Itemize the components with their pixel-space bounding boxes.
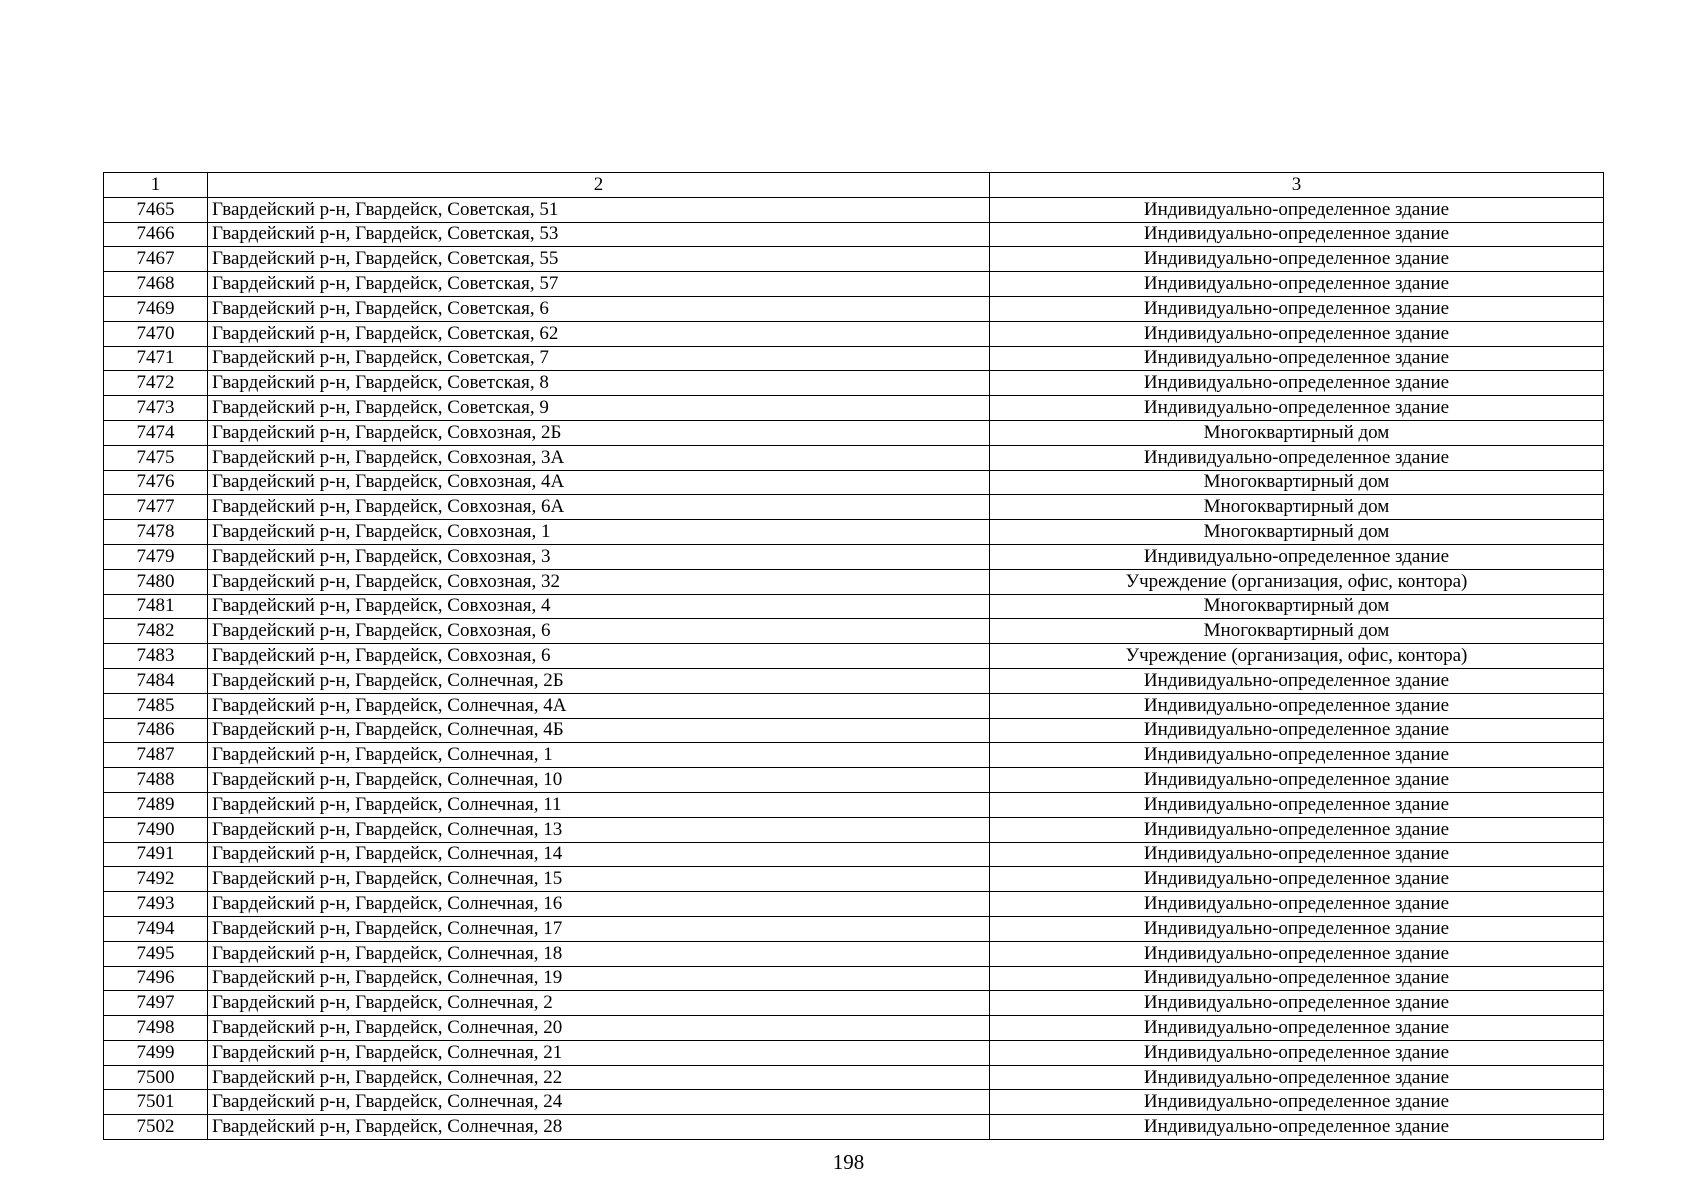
address-cell: Гвардейский р-н, Гвардейск, Советская, 8 — [208, 371, 990, 396]
table-header-row — [104, 173, 1604, 198]
table-row — [104, 569, 1604, 594]
row-number-cell: 7485 — [104, 693, 208, 718]
row-number-cell: 7472 — [104, 371, 208, 396]
row-number-cell: 7476 — [104, 470, 208, 495]
object-type-cell: Индивидуально-определенное здание — [990, 346, 1604, 371]
object-type-cell: Индивидуально-определенное здание — [990, 197, 1604, 222]
address-cell: Гвардейский р-н, Гвардейск, Солнечная, 1 — [208, 743, 990, 768]
column-header-2: 2 — [208, 173, 990, 198]
object-type-cell: Индивидуально-определенное здание — [990, 892, 1604, 917]
row-number-cell: 7494 — [104, 916, 208, 941]
address-cell: Гвардейский р-н, Гвардейск, Солнечная, 11 — [208, 792, 990, 817]
row-number-cell: 7478 — [104, 520, 208, 545]
address-cell: Гвардейский р-н, Гвардейск, Совхозная, 2Б — [208, 420, 990, 445]
document-table — [103, 172, 1604, 1140]
row-number-cell: 7479 — [104, 544, 208, 569]
address-cell: Гвардейский р-н, Гвардейск, Солнечная, 14 — [208, 842, 990, 867]
row-number-cell: 7502 — [104, 1115, 208, 1140]
row-number-cell: 7492 — [104, 867, 208, 892]
table-row — [104, 817, 1604, 842]
table-row — [104, 520, 1604, 545]
address-cell: Гвардейский р-н, Гвардейск, Солнечная, 4А — [208, 693, 990, 718]
object-type-cell: Многоквартирный дом — [990, 495, 1604, 520]
row-number-cell: 7466 — [104, 222, 208, 247]
row-number-cell: 7474 — [104, 420, 208, 445]
object-type-cell: Учреждение (организация, офис, контора) — [990, 644, 1604, 669]
address-cell: Гвардейский р-н, Гвардейск, Совхозная, 3А — [208, 445, 990, 470]
table-row — [104, 222, 1604, 247]
table-row — [104, 247, 1604, 272]
table-row — [104, 842, 1604, 867]
row-number-cell: 7499 — [104, 1040, 208, 1065]
object-type-cell: Индивидуально-определенное здание — [990, 693, 1604, 718]
row-number-cell: 7471 — [104, 346, 208, 371]
address-cell: Гвардейский р-н, Гвардейск, Советская, 55 — [208, 247, 990, 272]
row-number-cell: 7469 — [104, 296, 208, 321]
address-cell: Гвардейский р-н, Гвардейск, Солнечная, 21 — [208, 1040, 990, 1065]
object-type-cell: Индивидуально-определенное здание — [990, 817, 1604, 842]
table-row — [104, 470, 1604, 495]
object-type-cell: Многоквартирный дом — [990, 594, 1604, 619]
row-number-cell: 7493 — [104, 892, 208, 917]
address-cell: Гвардейский р-н, Гвардейск, Солнечная, 24 — [208, 1090, 990, 1115]
table-body — [104, 197, 1604, 1139]
table-row — [104, 693, 1604, 718]
column-header-1: 1 — [104, 173, 208, 198]
object-type-cell: Индивидуально-определенное здание — [990, 792, 1604, 817]
table-row — [104, 495, 1604, 520]
address-cell: Гвардейский р-н, Гвардейск, Советская, 6 — [208, 296, 990, 321]
row-number-cell: 7488 — [104, 768, 208, 793]
object-type-cell: Индивидуально-определенное здание — [990, 1040, 1604, 1065]
address-cell: Гвардейский р-н, Гвардейск, Солнечная, 16 — [208, 892, 990, 917]
table-row — [104, 1040, 1604, 1065]
table-row — [104, 544, 1604, 569]
table-row — [104, 916, 1604, 941]
object-type-cell: Индивидуально-определенное здание — [990, 1115, 1604, 1140]
object-type-cell: Индивидуально-определенное здание — [990, 1016, 1604, 1041]
table-row — [104, 619, 1604, 644]
object-type-cell: Многоквартирный дом — [990, 520, 1604, 545]
address-cell: Гвардейский р-н, Гвардейск, Советская, 51 — [208, 197, 990, 222]
address-cell: Гвардейский р-н, Гвардейск, Советская, 57 — [208, 272, 990, 297]
table-row — [104, 1115, 1604, 1140]
object-type-cell: Учреждение (организация, офис, контора) — [990, 569, 1604, 594]
address-cell: Гвардейский р-н, Гвардейск, Советская, 53 — [208, 222, 990, 247]
row-number-cell: 7491 — [104, 842, 208, 867]
row-number-cell: 7465 — [104, 197, 208, 222]
row-number-cell: 7483 — [104, 644, 208, 669]
address-cell: Гвардейский р-н, Гвардейск, Совхозная, 1 — [208, 520, 990, 545]
address-cell: Гвардейский р-н, Гвардейск, Совхозная, 4 — [208, 594, 990, 619]
row-number-cell: 7477 — [104, 495, 208, 520]
table-row — [104, 346, 1604, 371]
address-cell: Гвардейский р-н, Гвардейск, Солнечная, 28 — [208, 1115, 990, 1140]
address-cell: Гвардейский р-н, Гвардейск, Совхозная, 4А — [208, 470, 990, 495]
object-type-cell: Индивидуально-определенное здание — [990, 966, 1604, 991]
address-cell: Гвардейский р-н, Гвардейск, Солнечная, 20 — [208, 1016, 990, 1041]
object-type-cell: Индивидуально-определенное здание — [990, 842, 1604, 867]
table-row — [104, 197, 1604, 222]
row-number-cell: 7495 — [104, 941, 208, 966]
object-type-cell: Индивидуально-определенное здание — [990, 222, 1604, 247]
object-type-cell: Индивидуально-определенное здание — [990, 718, 1604, 743]
row-number-cell: 7489 — [104, 792, 208, 817]
address-cell: Гвардейский р-н, Гвардейск, Совхозная, 6 — [208, 644, 990, 669]
table-row — [104, 296, 1604, 321]
table-row — [104, 272, 1604, 297]
address-cell: Гвардейский р-н, Гвардейск, Солнечная, 10 — [208, 768, 990, 793]
address-cell: Гвардейский р-н, Гвардейск, Совхозная, 6 — [208, 619, 990, 644]
address-cell: Гвардейский р-н, Гвардейск, Солнечная, 2 — [208, 991, 990, 1016]
table-row — [104, 644, 1604, 669]
row-number-cell: 7501 — [104, 1090, 208, 1115]
table-row — [104, 768, 1604, 793]
table-row — [104, 1065, 1604, 1090]
object-type-cell: Индивидуально-определенное здание — [990, 768, 1604, 793]
address-cell: Гвардейский р-н, Гвардейск, Солнечная, 13 — [208, 817, 990, 842]
object-type-cell: Индивидуально-определенное здание — [990, 247, 1604, 272]
object-type-cell: Индивидуально-определенное здание — [990, 991, 1604, 1016]
object-type-cell: Индивидуально-определенное здание — [990, 272, 1604, 297]
table-row — [104, 321, 1604, 346]
object-type-cell: Индивидуально-определенное здание — [990, 1065, 1604, 1090]
page-number: 198 — [832, 1150, 865, 1174]
row-number-cell: 7473 — [104, 396, 208, 421]
column-header-3: 3 — [990, 173, 1604, 198]
object-type-cell: Индивидуально-определенное здание — [990, 1090, 1604, 1115]
row-number-cell: 7475 — [104, 445, 208, 470]
object-type-cell: Индивидуально-определенное здание — [990, 668, 1604, 693]
table-row — [104, 792, 1604, 817]
object-type-cell: Индивидуально-определенное здание — [990, 445, 1604, 470]
address-cell: Гвардейский р-н, Гвардейск, Солнечная, 2Б — [208, 668, 990, 693]
address-cell: Гвардейский р-н, Гвардейск, Солнечная, 18 — [208, 941, 990, 966]
row-number-cell: 7482 — [104, 619, 208, 644]
address-cell: Гвардейский р-н, Гвардейск, Совхозная, 6А — [208, 495, 990, 520]
address-cell: Гвардейский р-н, Гвардейск, Солнечная, 22 — [208, 1065, 990, 1090]
row-number-cell: 7486 — [104, 718, 208, 743]
table-row — [104, 991, 1604, 1016]
object-type-cell: Индивидуально-определенное здание — [990, 371, 1604, 396]
row-number-cell: 7470 — [104, 321, 208, 346]
address-cell: Гвардейский р-н, Гвардейск, Совхозная, 3 — [208, 544, 990, 569]
row-number-cell: 7490 — [104, 817, 208, 842]
object-type-cell: Индивидуально-определенное здание — [990, 396, 1604, 421]
table-row — [104, 668, 1604, 693]
row-number-cell: 7496 — [104, 966, 208, 991]
table-row — [104, 941, 1604, 966]
object-type-cell: Многоквартирный дом — [990, 420, 1604, 445]
row-number-cell: 7500 — [104, 1065, 208, 1090]
object-type-cell: Индивидуально-определенное здание — [990, 544, 1604, 569]
table-row — [104, 420, 1604, 445]
table-row — [104, 445, 1604, 470]
object-type-cell: Индивидуально-определенное здание — [990, 867, 1604, 892]
address-cell: Гвардейский р-н, Гвардейск, Солнечная, 15 — [208, 867, 990, 892]
row-number-cell: 7498 — [104, 1016, 208, 1041]
address-cell: Гвардейский р-н, Гвардейск, Советская, 9 — [208, 396, 990, 421]
address-cell: Гвардейский р-н, Гвардейск, Советская, 7 — [208, 346, 990, 371]
row-number-cell: 7481 — [104, 594, 208, 619]
table-row — [104, 1016, 1604, 1041]
object-type-cell: Индивидуально-определенное здание — [990, 916, 1604, 941]
row-number-cell: 7497 — [104, 991, 208, 1016]
table-row — [104, 867, 1604, 892]
table-row — [104, 743, 1604, 768]
object-type-cell: Индивидуально-определенное здание — [990, 743, 1604, 768]
address-cell: Гвардейский р-н, Гвардейск, Советская, 62 — [208, 321, 990, 346]
address-cell: Гвардейский р-н, Гвардейск, Солнечная, 19 — [208, 966, 990, 991]
address-cell: Гвардейский р-н, Гвардейск, Солнечная, 4Б — [208, 718, 990, 743]
table-row — [104, 371, 1604, 396]
object-type-cell: Многоквартирный дом — [990, 619, 1604, 644]
table-row — [104, 892, 1604, 917]
object-type-cell: Индивидуально-определенное здание — [990, 941, 1604, 966]
address-cell: Гвардейский р-н, Гвардейск, Солнечная, 17 — [208, 916, 990, 941]
table-row — [104, 594, 1604, 619]
row-number-cell: 7487 — [104, 743, 208, 768]
table-row — [104, 718, 1604, 743]
table-row — [104, 396, 1604, 421]
row-number-cell: 7467 — [104, 247, 208, 272]
object-type-cell: Индивидуально-определенное здание — [990, 296, 1604, 321]
object-type-cell: Многоквартирный дом — [990, 470, 1604, 495]
table-row — [104, 1090, 1604, 1115]
row-number-cell: 7484 — [104, 668, 208, 693]
object-type-cell: Индивидуально-определенное здание — [990, 321, 1604, 346]
address-cell: Гвардейский р-н, Гвардейск, Совхозная, 32 — [208, 569, 990, 594]
table-row — [104, 966, 1604, 991]
row-number-cell: 7468 — [104, 272, 208, 297]
row-number-cell: 7480 — [104, 569, 208, 594]
